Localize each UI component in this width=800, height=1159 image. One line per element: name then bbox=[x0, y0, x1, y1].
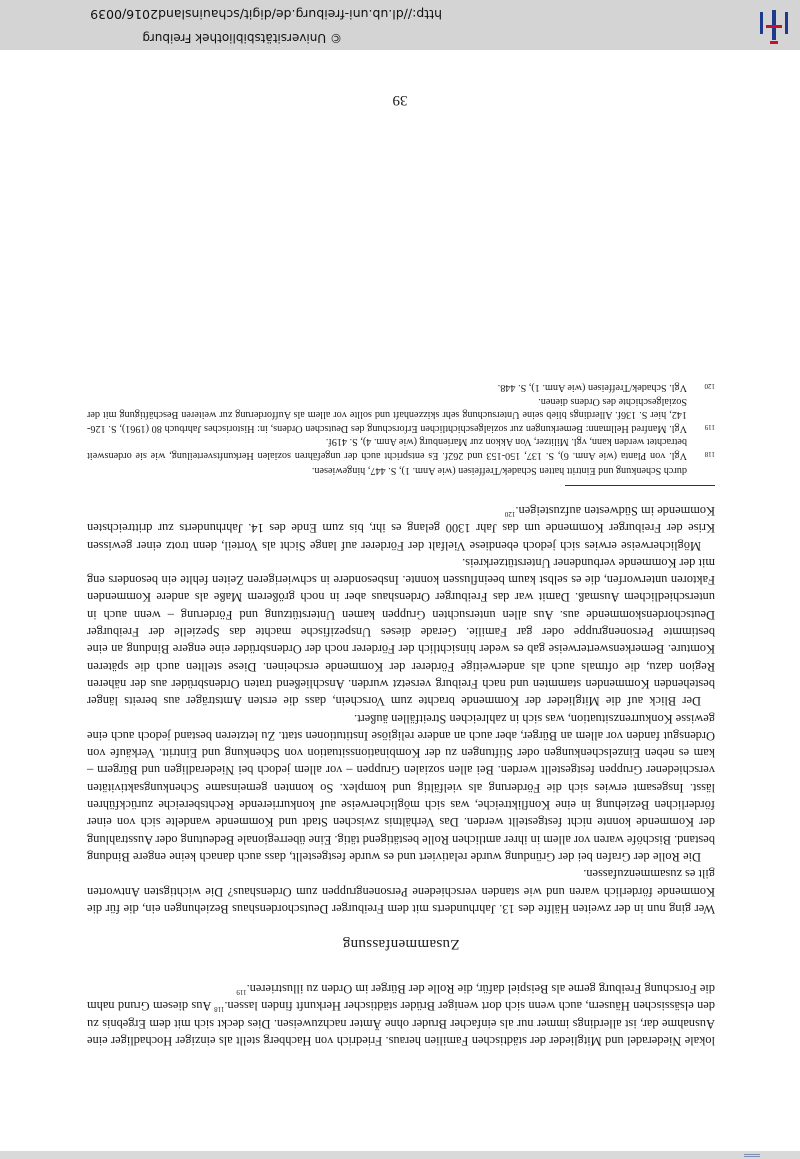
document-url-link[interactable]: http://dl.ub.uni-freiburg.de/digit/schauinsland2016/0039 bbox=[90, 7, 442, 22]
footnote-divider bbox=[565, 485, 715, 486]
footnote-ref: 118 bbox=[214, 1005, 225, 1014]
footnote-text: Vgl. Manfred Hellmann: Bemerkungen zur sozialgeschichtlichen Erforschung des Deutschen Ordens, in: Historisches Jahrbuch 80 (1961), S. 126-142, hier S. 136f. Allerdings blieb seine Untersuchung sehr skizzenhaft und sollte vor allem als Aufforderung zur weiteren Beschäftigung mit der Sozialgeschichte des Ordens dienen. bbox=[87, 395, 687, 434]
footnote bbox=[87, 381, 715, 395]
summary-paragraph: Der Blick auf die Mitglieder der Kommende brachte zum Vorschein, dass die ersten Amtsträger aus bereits länger bestehenden Kommenden stammten und nach Freiburg versetzt wurden. Anschließend traten Ordensbrüder aus der näheren Region dazu, die oftmals auch als anderweitige Förderer der Kommende erscheinen. Diese stellten auch die späteren Komture. Bemerkenswerterweise gab es weder hinsichtlich der Förderer noch der Ordensbrüder eine engere Bindung an eine bestimmte Personengruppe oder gar Familie. Gerade dieses Unspezifische machte das Spezielle der Freiburger Deutschordenskommende aus. Aus allen untersuchten Gruppen kamen Unterstützung und Förderung – wenn auch in unterschiedlichem Ausmaß. Damit war das Freiburger Ordenshaus aber in noch größerem Maße als andere Kommenden Faktoren unterworfen, die es selbst kaum beeinflussen konnte. Insbesondere in schwierigeren Zeiten fehlte ein besonders eng mit der Kommende verbundener Unterstützerkreis. bbox=[87, 555, 715, 709]
footnote-text: Vgl. von Planta (wie Anm. 6), S. 137, 150-153 und 262f. Es entspricht auch der ungefähren sozialen Herkunftsverteilung, wie sie ordensweit betrachtet werden kann, vgl. Militzer, Von Akkon zur Marienburg (wie Anm. 4), S. 419f. bbox=[87, 436, 687, 462]
paragraph-continuation bbox=[87, 980, 715, 1049]
page-edge-mark bbox=[744, 1154, 760, 1157]
top-edge-strip bbox=[0, 1151, 800, 1159]
footnote-ref: 120 bbox=[504, 510, 516, 519]
section-heading: Zusammenfassung bbox=[342, 935, 460, 952]
paragraph-text: Möglicherweise erwies sich jedoch ebendiese Vielfalt der Förderer auf lange Sicht als Vorteil, denn trotz einer gewissen Krise der Freiburger Kommende um das Jahr 1300 gelang es ihr, bis zum Ende des 14. Jahrhunderts zur drittreichsten Kommende im Südwesten aufzusteigen. bbox=[87, 503, 715, 553]
copyright-text: © Universitätsbibliothek Freiburg bbox=[142, 31, 342, 45]
footnote bbox=[87, 394, 715, 435]
summary-paragraph bbox=[87, 502, 715, 554]
page-body bbox=[87, 381, 715, 1049]
footnote-number: 118 bbox=[704, 450, 715, 459]
paragraph-text: lokale Niederadel und Mitglieder der städtischen Familien heraus. Friedrich von Hachberg stellt als einziger Hochadliger eine Ausnahme dar, ist allerdings immer nur als einfacher Bruder ohne Ämter nachzuweisen. Dies deckt sich mit dem Ergebnis zu den elsässischen Häusern, auch wenn sich dort weniger Brüder städtischer Herkunft finden lassen. bbox=[87, 999, 715, 1048]
footnote-continuation: durch Schenkung und Eintritt hatten Schadek/Treffeisen (wie Anm. 1), S. 447, hingewiesen. bbox=[311, 464, 687, 476]
footnote-text: Vgl. Schadek/Treffeisen (wie Anm. 1), S. 448. bbox=[497, 382, 687, 394]
summary-paragraph: Wer ging nun in der zweiten Hälfte des 13. Jahrhunderts mit dem Freiburger Deutschordenshaus Beziehungen ein, die für die Kommende förderlich waren und wie standen verschiedene Personengruppen zum Ordenshaus? Die wichtigsten Antworten gilt es zusammenzufassen. bbox=[87, 867, 715, 916]
summary-paragraph: Die Rolle der Grafen bei der Gründung wurde relativiert und es wurde festgestellt, dass auch danach keine engere Bindung bestand. Bischöfe waren vor allem in ihrer amtlichen Rolle bestätigend tätig. Eine überregionale Bedeutung oder Ausstrahlung der Kommende konnte nicht festgestellt werden. Das Verhältnis zwischen Stadt und Kommende wandelte sich von einer förderlichen Beziehung in eine Konfliktreiche, was sich möglicherweise auf konkurrierende Rechtsbereiche zurückführen lässt. Insgesamt erwies sich die Förderung als vielfältig und komplex. So konnten gemeinsame Schenkungsaktivitäten verschiedener Gruppen festgestellt werden. Bei allen sozialen Gruppen – vor allem jedoch bei Niederadligen und Bürgern – kam es neben Einzelschenkungen oder Stiftungen zu der Kombinationssituation von Schenkung und Eintritt. Verkäufe von Ordensgut fanden vor allem an Bürger, aber auch an andere religiöse Institutionen statt. Zu letzteren bestand jedoch auch eine gewisse Konkurrenzsituation, was sich in zahlreichen Streitfällen äußert. bbox=[87, 711, 715, 864]
university-library-logo-icon bbox=[752, 8, 796, 46]
footnote-number: 119 bbox=[704, 422, 715, 431]
footer-bar bbox=[0, 0, 800, 50]
footnote-ref: 119 bbox=[236, 988, 247, 997]
footnote-number: 120 bbox=[704, 382, 715, 391]
page-number: 39 bbox=[392, 92, 408, 108]
paragraph-text: Aus diesem Grund nahm die Forschung Freiburg gerne als Beispiel dafür, die Rolle der Bürger im Orden zu illustrieren. bbox=[87, 982, 715, 1014]
footnote bbox=[87, 435, 715, 462]
